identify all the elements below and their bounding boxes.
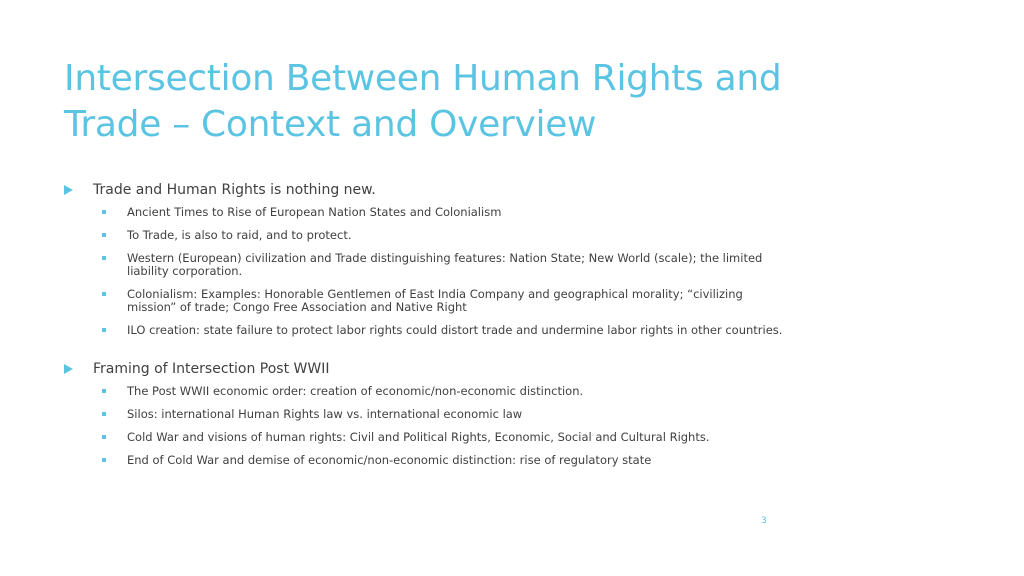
- square-bullet-icon: [102, 435, 106, 439]
- bullet-text: Western (European) civilization and Trade distinguishing features: Nation State; New World (scale); the limited liability corporation.: [127, 251, 763, 278]
- section-heading: Framing of Intersection Post WWII: [93, 361, 330, 377]
- square-bullet-icon: [102, 389, 106, 393]
- bullet-level2: [64, 454, 784, 467]
- square-bullet-icon: [102, 328, 106, 332]
- bullet-text: To Trade, is also to raid, and to protect.: [127, 228, 352, 242]
- section-trade-human-rights: [64, 180, 784, 337]
- square-bullet-icon: [102, 210, 106, 214]
- bullet-level2: [64, 408, 784, 421]
- square-bullet-icon: [102, 256, 106, 260]
- bullet-text: Colonialism: Examples: Honorable Gentlemen of East India Company and geographical morality; “civilizing mission” of trade; Congo Free Association and Native Right: [127, 287, 743, 314]
- page-number: 3: [761, 516, 767, 526]
- triangle-arrow-icon: [64, 364, 73, 374]
- bullet-text: The Post WWII economic order: creation of economic/non-economic distinction.: [127, 384, 584, 398]
- bullet-level2: [64, 324, 784, 337]
- bullet-level1: [64, 180, 784, 200]
- bullet-level2: [64, 252, 784, 278]
- section-heading: Trade and Human Rights is nothing new.: [93, 182, 376, 198]
- bullet-level2: [64, 288, 784, 314]
- bullet-level2: [64, 229, 784, 242]
- slide-content: [64, 180, 784, 489]
- bullet-text: Silos: international Human Rights law vs. international economic law: [127, 407, 523, 421]
- bullet-text: ILO creation: state failure to protect labor rights could distort trade and undermine labor rights in other countries.: [127, 323, 783, 337]
- slide-title-line-2: Trade – Context and Overview: [64, 104, 597, 145]
- bullet-text: Ancient Times to Rise of European Nation States and Colonialism: [127, 205, 502, 219]
- bullet-level1: [64, 359, 784, 379]
- square-bullet-icon: [102, 458, 106, 462]
- slide-title: [64, 56, 824, 148]
- bullet-level2: [64, 206, 784, 219]
- bullet-level2: [64, 385, 784, 398]
- square-bullet-icon: [102, 233, 106, 237]
- square-bullet-icon: [102, 292, 106, 296]
- bullet-text: End of Cold War and demise of economic/non-economic distinction: rise of regulatory state: [127, 453, 652, 467]
- slide-title-line-1: Intersection Between Human Rights and: [64, 58, 782, 99]
- square-bullet-icon: [102, 412, 106, 416]
- bullet-level2: [64, 431, 784, 444]
- triangle-arrow-icon: [64, 185, 73, 195]
- bullet-text: Cold War and visions of human rights: Civil and Political Rights, Economic, Social and Cultural Rights.: [127, 430, 710, 444]
- section-post-wwii: [64, 359, 784, 467]
